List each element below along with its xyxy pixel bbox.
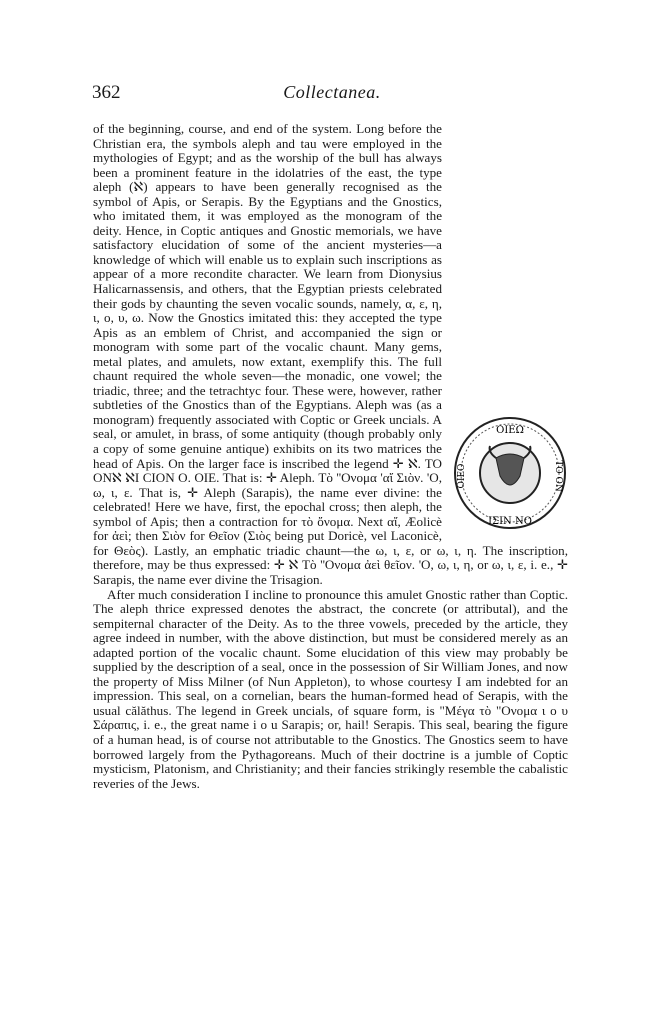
apis-seal-illustration	[448, 414, 572, 532]
paragraph-1: of the beginning, course, and end of the system. Long before the Christian era, the symbols aleph and tau were employed in the mythologies of Egypt; and as the worship of the bull has always been a prominent feature in the idolatries of the east, the type aleph (ℵ) appears to have been generally recognised as the symbol of Apis, or Serapis. By the Egyptians and the Gnostics, who imitated them, it was employed as the monogram of the deity. Hence, in Coptic antiques and Gnostic memorials, we have satisfactory elucidation of some of the ancient mysteries—a knowledge of which will enable us to explain such inscriptions as appear of a more recondite character. We learn from Dionysius Halicarnassensis, and others, that the Egyptian priests celebrated their gods by chaunting the seven vocalic sounds, namely, α, ε, η, ι, ο, υ, ω. Now the Gnostics imitated this: they accepted the type Apis as an emblem of Christ, and accompanied the sign or monogram with some part of the vocalic chaunt. Many gems, metal plates, and amulets, now extant, exemplify this. The full chaunt required the whole seven—the monadic, one vowel; the triadic, three; and the tetrachtyc four. These were, however, rather subtleties of the Gnostics than of the Egyptians. Aleph was (as a monogram) frequently associated with Coptic or Greek uncials. A seal, or amulet, in brass, of some antiquity (though probably only a copy of some genuine antique) exhibits on its two matrices the head of Apis. On the larger face is inscribed the legend ✛ ℵ. TO ONℵ ℵI CION O. OIE. That is: ✛ Aleph. Τὸ ''Ονομα 'αἴ Σιὸν. 'Ο, ω, ι, ε. That is, ✛ Aleph (Sarapis), the name ever divine: the celebrated! Here we have, first, the epochal cross; then aleph, the symbol of Apis; then a contraction for τὸ ὄνομα. Next αἴ, Æolicè for ἀεὶ; then Σιὸν for Θεῖον (Σιὸς being put Doricè, vel Laconicè, for Θεὸς). Lastly, an emphatic triadic chaunt—the ω, ι, ε, or ω, ι, η. The inscription, therefore, may be thus expressed: ✛ ℵ Τὸ ''Ονομα ἀεὶ θεῖον. 'Ο, ω, ι, η, or ω, ι, ε, i. e., ✛ Sarapis, the name ever divine the Trisagion.	[93, 121, 568, 587]
apis-seal-figure	[448, 414, 572, 532]
page-number: 362	[92, 82, 121, 103]
seal-legend-right: ΤΟ ΟΝ	[553, 460, 563, 492]
body-text	[93, 122, 568, 791]
page-header	[92, 82, 572, 108]
seal-legend-top: ΟΙΕΩ	[496, 425, 524, 436]
seal-legend-bottom: ΙΣΙΝ ΝΟ	[488, 516, 532, 527]
seal-legend-left: ΟΙΕΟ	[457, 463, 467, 489]
running-title: Collectanea.	[283, 82, 381, 102]
paragraph-2: After much consideration I incline to pronounce this amulet Gnostic rather than Coptic. The aleph thrice expressed denotes the abstract, the concrete (or attributal), and the sempiternal character of the Deity. As to the three vowels, preceded by the article, they agree indeed in number, with the above distinction, but must be considered merely as an adapted portion of the vocalic chaunt. Some elucidation of this view may probably be supplied by the description of a seal, once in the possession of Sir William Jones, and now the property of Miss Milner (of Nun Appleton), to whose courtesy I am indebted for an impression. This seal, on a cornelian, bears the human-formed head of Serapis, with the usual călăthus. The legend in Greek uncials, of square form, is "Μέγα τὸ "Ονομα ι ο υ Σάραπις, i. e., the great name i o u Sarapis; or, hail! Serapis. This seal, bearing the figure of a human head, is of course not attributable to the Gnostics. The Gnostics seem to have borrowed largely from the Pythagoreans. Much of their doctrine is a jumble of Coptic mysticism, Platonism, and Christianity; and their fancies strikingly resemble the cabalistic reveries of the Jews.	[93, 586, 568, 791]
